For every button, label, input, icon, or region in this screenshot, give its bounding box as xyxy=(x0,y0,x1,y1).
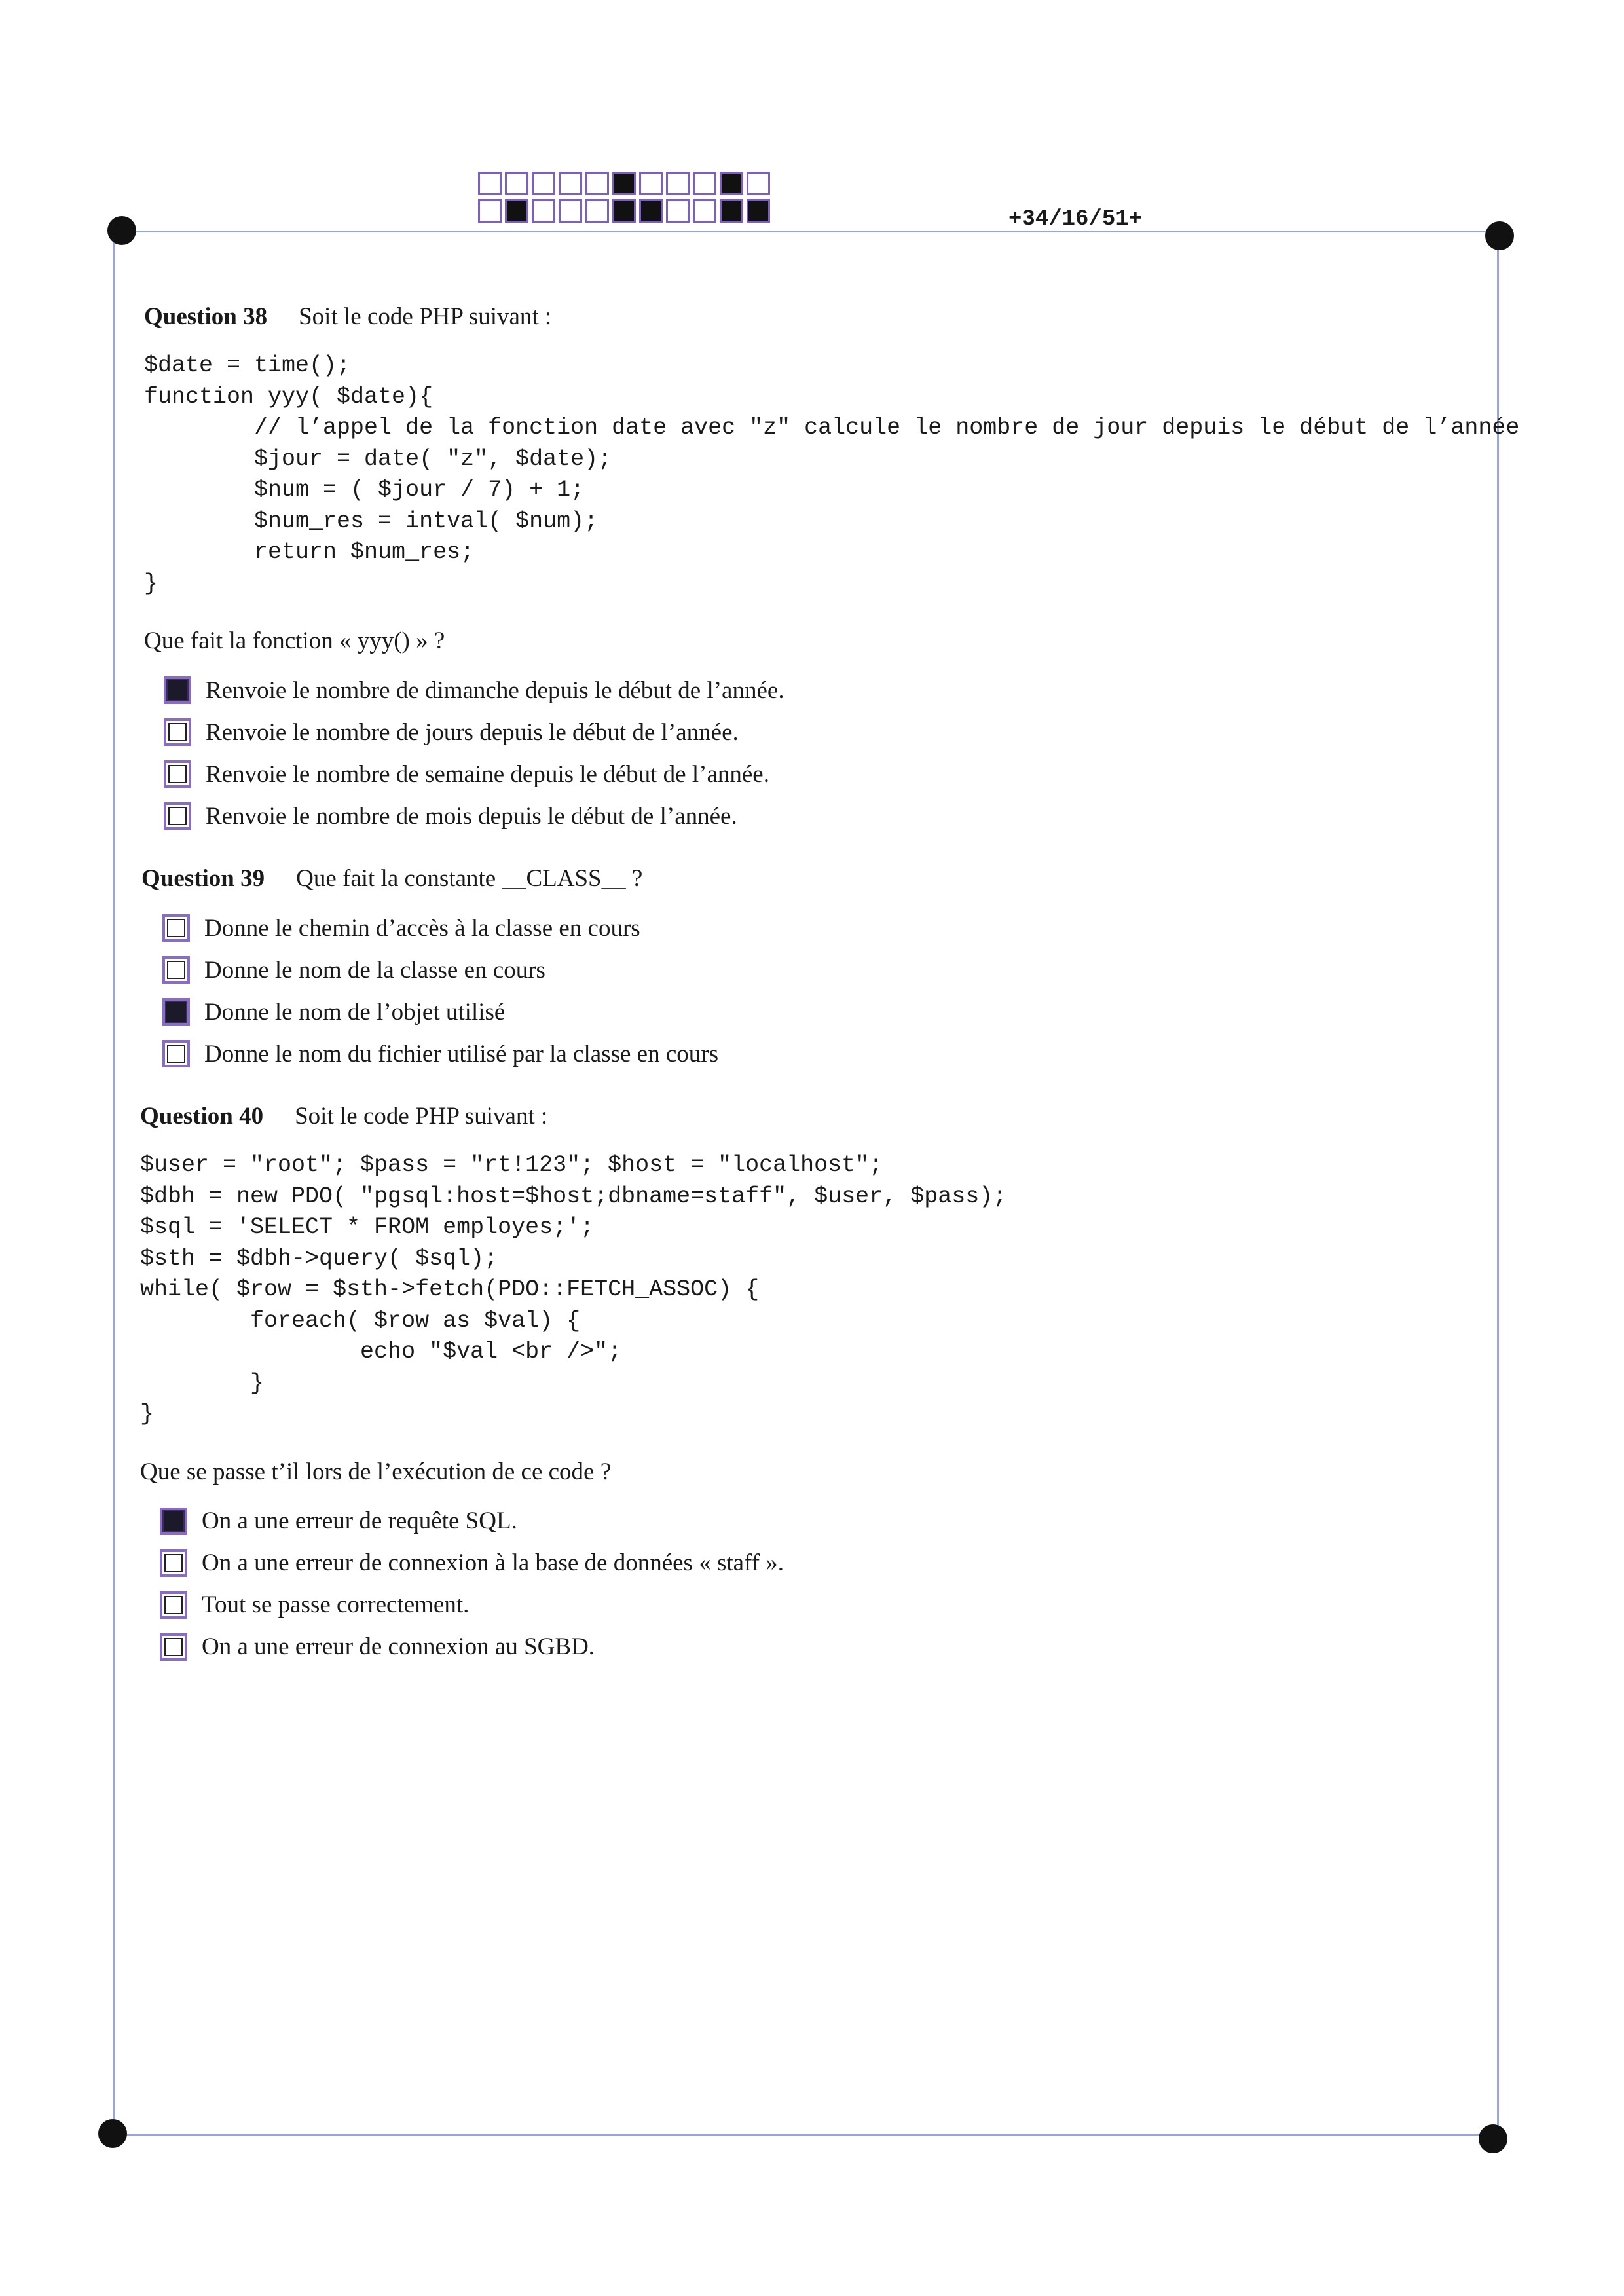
frame-top-line xyxy=(122,231,1500,232)
code-cell xyxy=(612,172,636,195)
answer-option[interactable] xyxy=(162,907,718,949)
scan-id-code xyxy=(478,172,773,223)
question-intro: Soit le code PHP suivant : xyxy=(295,1103,548,1130)
answer-option[interactable] xyxy=(162,1033,718,1075)
php-code-block: $date = time(); function yyy( $date){ // l’appel de la fonction date avec "z" calcule le nombre de jour depuis le début de l’année $jour = date( "z", $date); $num = ( $jour / 7) + 1; $num_res = intval( $num); return $num_res; } xyxy=(144,352,1520,597)
code-cell xyxy=(532,172,555,195)
code-cell xyxy=(666,199,690,223)
answer-checkbox[interactable] xyxy=(162,1040,190,1067)
code-cell xyxy=(693,172,716,195)
answer-option[interactable] xyxy=(164,795,1519,837)
question-39 xyxy=(141,864,718,1075)
answer-option[interactable] xyxy=(162,949,718,991)
frame-left-line xyxy=(113,231,115,2134)
question-intro: Que fait la constante __CLASS__ ? xyxy=(296,865,643,892)
code-cell xyxy=(559,172,582,195)
answer-label: Donne le nom de la classe en cours xyxy=(204,956,545,984)
question-38 xyxy=(144,303,1519,837)
answer-option[interactable] xyxy=(164,669,1519,711)
scan-id-code-row xyxy=(478,172,773,195)
code-cell xyxy=(505,199,528,223)
answer-checkbox[interactable] xyxy=(160,1633,187,1661)
answer-list xyxy=(160,1500,1006,1668)
frame-bottom-line xyxy=(111,2134,1493,2136)
question-number: Question 40 xyxy=(140,1103,264,1130)
corner-marker-bottom-left xyxy=(98,2119,127,2148)
question-intro: Soit le code PHP suivant : xyxy=(299,303,552,330)
corner-marker-top-left xyxy=(107,216,136,245)
answer-option[interactable] xyxy=(162,991,718,1033)
answer-checkbox[interactable] xyxy=(162,956,190,984)
corner-marker-bottom-right xyxy=(1479,2124,1507,2153)
question-header xyxy=(141,864,718,893)
answer-label: Donne le nom du fichier utilisé par la classe en cours xyxy=(204,1040,718,1067)
answer-label: Renvoie le nombre de dimanche depuis le début de l’année. xyxy=(206,676,784,704)
code-cell xyxy=(585,172,609,195)
answer-list xyxy=(164,669,1519,837)
answer-checkbox[interactable] xyxy=(160,1591,187,1619)
code-cell xyxy=(505,172,528,195)
code-cell xyxy=(532,199,555,223)
code-cell xyxy=(639,172,663,195)
answer-label: On a une erreur de connexion à la base de données « staff ». xyxy=(202,1549,784,1576)
corner-marker-top-right xyxy=(1485,221,1514,250)
answer-checkbox[interactable] xyxy=(164,760,191,788)
question-prompt: Que se passe t’il lors de l’exécution de ce code ? xyxy=(140,1458,612,1485)
answer-label: Renvoie le nombre de semaine depuis le début de l’année. xyxy=(206,760,769,788)
code-cell xyxy=(559,199,582,223)
answer-checkbox[interactable] xyxy=(160,1549,187,1577)
answer-label: On a une erreur de connexion au SGBD. xyxy=(202,1633,595,1660)
answer-option[interactable] xyxy=(160,1500,1006,1542)
page-id: +34/16/51+ xyxy=(1008,207,1143,232)
answer-label: Renvoie le nombre de jours depuis le début de l’année. xyxy=(206,718,739,746)
question-header xyxy=(140,1102,1006,1130)
code-cell xyxy=(720,199,743,223)
scan-id-code-row xyxy=(478,199,773,223)
answer-checkbox[interactable] xyxy=(162,998,190,1026)
question-header xyxy=(144,303,1519,331)
code-cell xyxy=(720,172,743,195)
code-cell xyxy=(747,172,770,195)
answer-checkbox[interactable] xyxy=(160,1508,187,1535)
code-cell xyxy=(585,199,609,223)
question-number: Question 38 xyxy=(144,303,268,330)
answer-label: Donne le chemin d’accès à la classe en cours xyxy=(204,914,640,942)
answer-checkbox[interactable] xyxy=(164,676,191,704)
code-cell xyxy=(478,199,502,223)
question-40 xyxy=(140,1102,1006,1668)
answer-option[interactable] xyxy=(160,1626,1006,1668)
answer-checkbox[interactable] xyxy=(164,718,191,746)
answer-label: Tout se passe correctement. xyxy=(202,1591,470,1618)
code-cell xyxy=(693,199,716,223)
code-cell xyxy=(666,172,690,195)
answer-option[interactable] xyxy=(164,711,1519,753)
code-cell xyxy=(612,199,636,223)
answer-option[interactable] xyxy=(160,1542,1006,1584)
php-code-block: $user = "root"; $pass = "rt!123"; $host = "localhost"; $dbh = new PDO( "pgsql:host=$host;dbname=staff", $user, $pass); $sql = 'SELECT * FROM employes;'; $sth = $dbh->query( $sql); while( $row = $sth->fetch(PDO::FETCH_ASSOC) { foreach( $row as $val) { echo "$val <br />"; } } xyxy=(140,1152,1007,1427)
answer-label: On a une erreur de requête SQL. xyxy=(202,1508,517,1534)
answer-label: Donne le nom de l’objet utilisé xyxy=(204,998,506,1026)
answer-label: Renvoie le nombre de mois depuis le début de l’année. xyxy=(206,802,737,830)
code-cell xyxy=(478,172,502,195)
answer-checkbox[interactable] xyxy=(162,914,190,942)
answer-checkbox[interactable] xyxy=(164,802,191,830)
answer-list xyxy=(162,907,718,1075)
code-cell xyxy=(639,199,663,223)
answer-option[interactable] xyxy=(164,753,1519,795)
question-prompt: Que fait la fonction « yyy() » ? xyxy=(144,627,445,654)
question-number: Question 39 xyxy=(141,865,265,892)
code-cell xyxy=(747,199,770,223)
answer-option[interactable] xyxy=(160,1584,1006,1626)
